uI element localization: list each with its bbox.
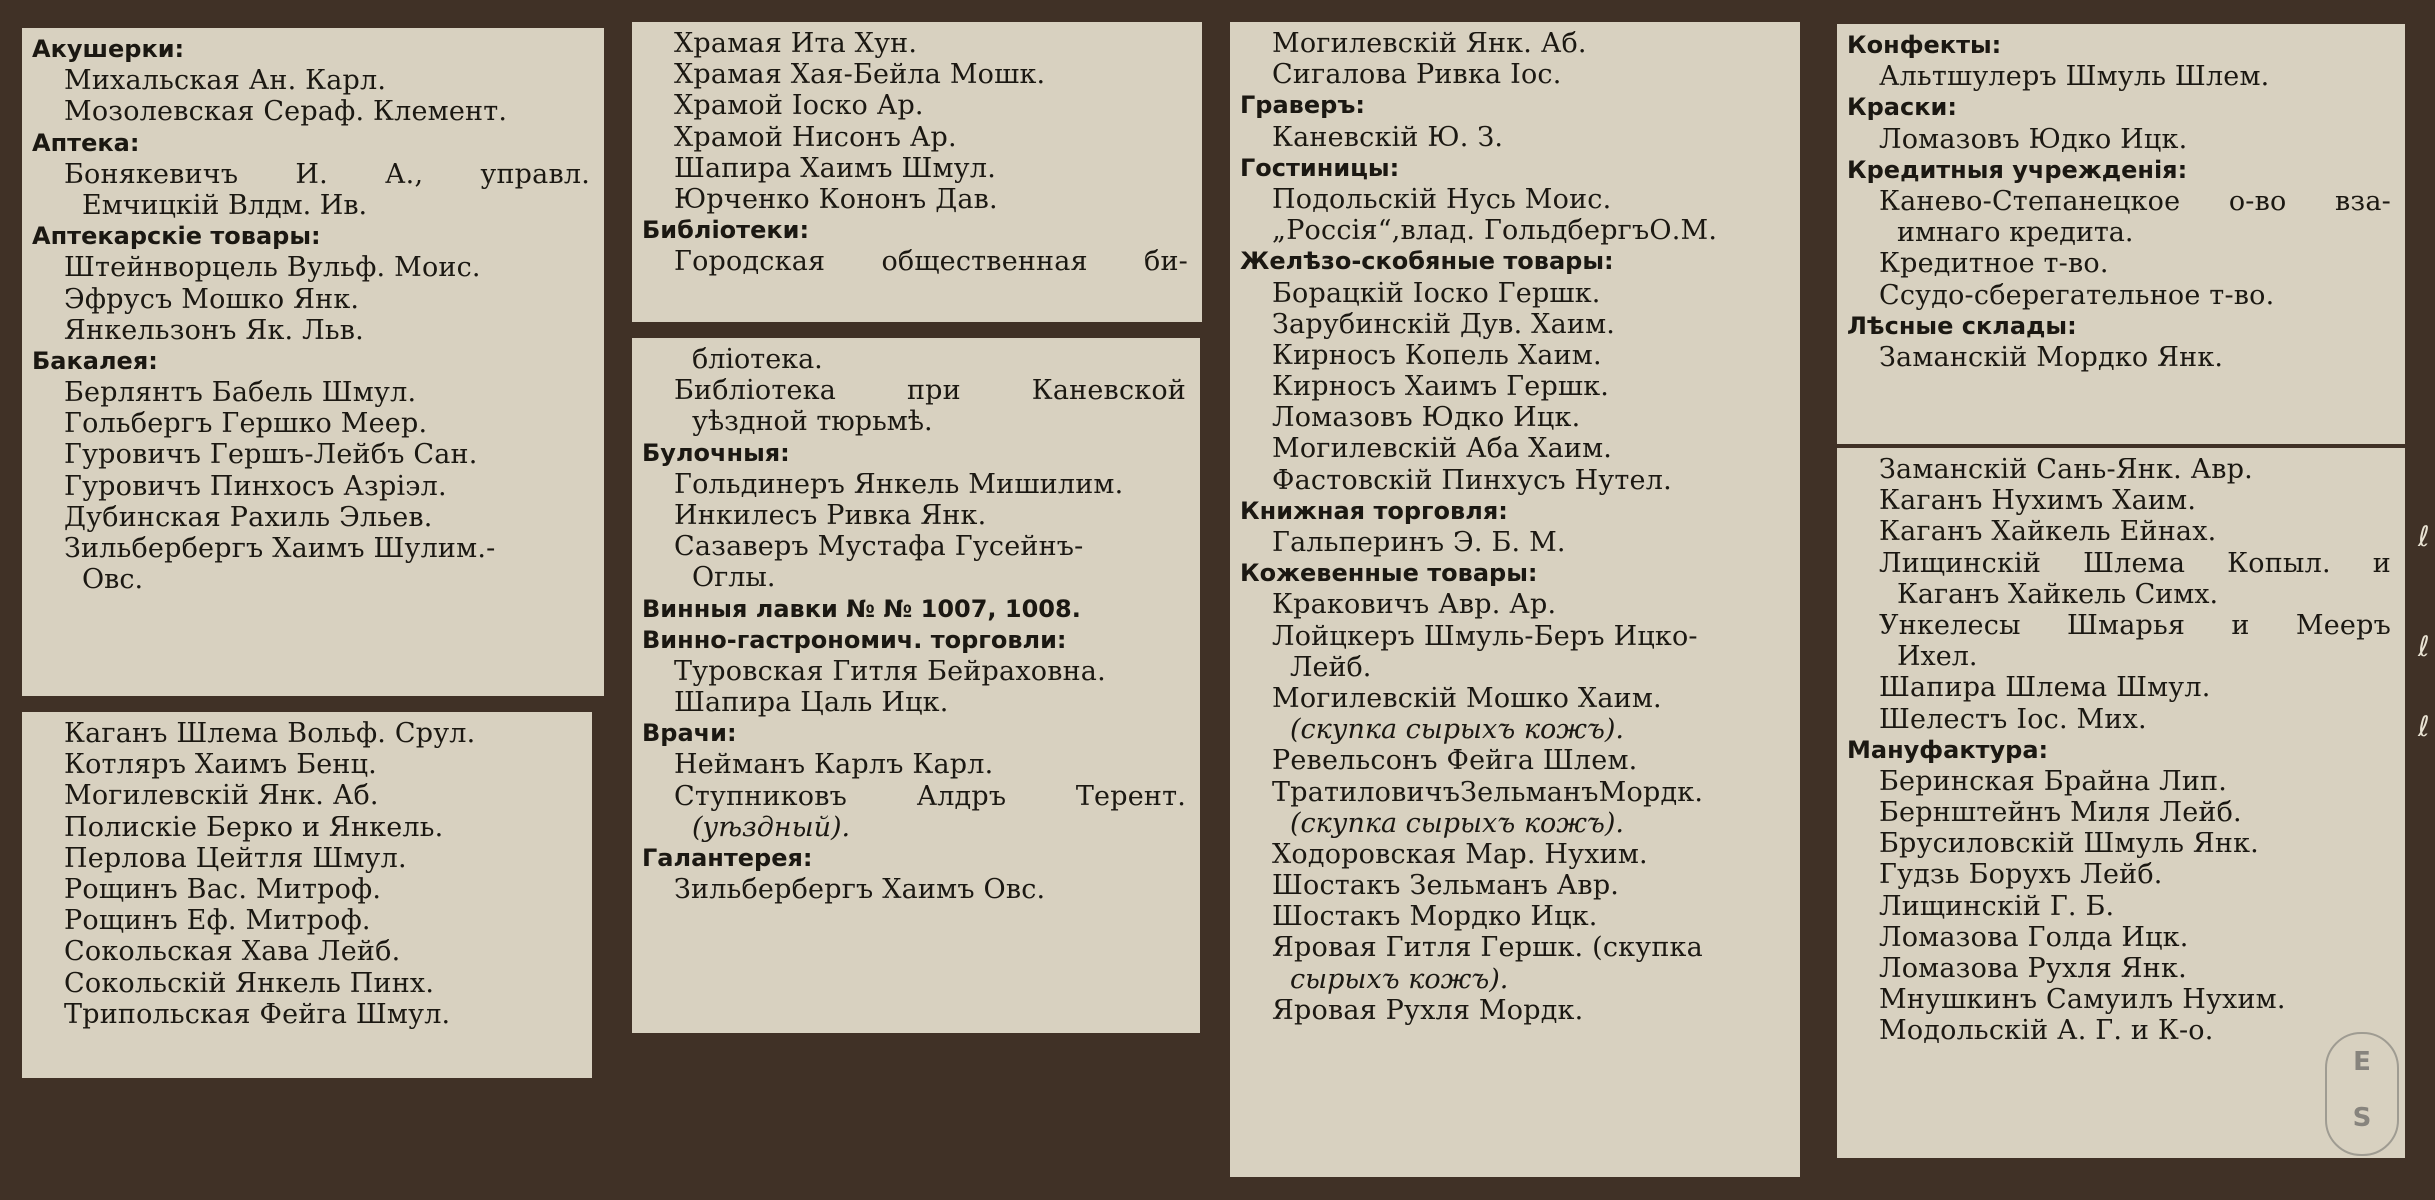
entry-word: Городская (674, 246, 826, 278)
directory-entry (1837, 186, 2405, 217)
directory-entry: Шостакъ Мордко Ицк. (1272, 901, 1598, 933)
directory-entry: Гольбергъ Гершко Меер. (64, 408, 428, 440)
directory-entry: Яровая Рухля Мордк. (1272, 994, 1584, 1026)
entry-continuation: (уѣздный). (692, 811, 851, 843)
directory-entry: Гольдинеръ Янкель Мишилим. (674, 468, 1124, 500)
directory-entry: Сокольскій Янкель Пинх. (64, 967, 435, 999)
entry-continuation: Емчицкій Влдм. Ив. (82, 189, 368, 221)
directory-entry: Каганъ Хайкель Ейнах. (1879, 516, 2217, 548)
category-heading: Булочныя: (642, 438, 790, 467)
directory-entry: Инкилесъ Ривка Янк. (674, 499, 987, 531)
directory-entry: Шапира Цаль Ицк. (674, 687, 949, 719)
directory-entry (1837, 610, 2405, 641)
directory-entry: Борацкій Іоско Гершк. (1272, 277, 1601, 309)
clipping-col1-bottom (22, 712, 592, 1078)
directory-entry: Нейманъ Карлъ Карл. (674, 749, 994, 781)
entry-continuation: (скупка сырыхъ кожъ). (1290, 807, 1625, 839)
category-heading: Библіотеки: (642, 216, 810, 245)
directory-entry: Храмая Ита Хун. (674, 28, 918, 59)
directory-entry: Шапира Хаимъ Шмул. (674, 152, 996, 184)
directory-entry: Котляръ Хаимъ Бенц. (64, 749, 377, 781)
directory-entry: Каневскій Ю. З. (1272, 121, 1504, 153)
entry-word: управл. (480, 158, 590, 190)
category-heading: Аптека: (32, 128, 140, 157)
edge-mark: ℓ (2418, 520, 2430, 553)
category-heading: Лѣсные склады: (1847, 311, 2077, 340)
directory-entry: Храмой Нисонъ Ар. (674, 121, 957, 153)
directory-entry: Яровая Гитля Гершк. (скупка (1272, 932, 1703, 964)
entry-word: би- (1144, 246, 1188, 278)
entry-word: и (2231, 609, 2250, 641)
clipping-col4-bottom (1837, 448, 2405, 1158)
directory-entry: Подольскій Нусь Моис. (1272, 183, 1612, 215)
category-heading: Винно-гастрономич. торговли: (642, 625, 1067, 654)
edge-mark: ℓ (2418, 630, 2430, 663)
directory-entry (632, 246, 1202, 277)
directory-entry: Храмая Хая-Бейла Мошк. (674, 59, 1046, 91)
directory-entry: Юрченко Кононъ Дав. (674, 183, 998, 215)
directory-entry: Каганъ Шлема Вольф. Срул. (64, 718, 476, 749)
directory-entry: Сокольская Хава Лейб. (64, 936, 401, 968)
directory-entry: Ломазовъ Юдко Ицк. (1272, 402, 1581, 434)
entry-continuation: уѣздной тюрьмѣ. (692, 406, 933, 438)
category-heading: Гостиницы: (1240, 153, 1400, 182)
category-heading: Аптекарскіе товары: (32, 222, 321, 251)
category-heading: Кожевенные товары: (1240, 559, 1538, 588)
category-heading: Врачи: (642, 719, 737, 748)
directory-entry: Краковичъ Авр. Ар. (1272, 589, 1557, 621)
stamp-letter: S (2352, 1103, 2372, 1133)
category-heading: Желѣзо-скобяные товары: (1240, 247, 1614, 276)
directory-entry: Шапира Шлема Шмул. (1879, 672, 2211, 704)
entry-word: при (906, 375, 961, 407)
category-heading: Бакалея: (32, 346, 158, 375)
directory-entry: Заманскій Сань-Янк. Авр. (1879, 454, 2253, 485)
directory-entry: Ломазова Голда Ицк. (1879, 921, 2189, 953)
library-stamp-icon (2325, 1032, 2399, 1156)
entry-word: Каневской (1031, 375, 1186, 407)
directory-entry: Бернштейнъ Миля Лейб. (1879, 797, 2242, 829)
entry-word: Библіотека (674, 375, 837, 407)
entry-continuation: сырыхъ кожъ). (1290, 963, 1509, 995)
entry-word: Ункелесы (1879, 609, 2021, 641)
directory-entry: Янкельзонъ Як. Льв. (64, 314, 364, 346)
directory-entry: Кирносъ Копель Хаим. (1272, 339, 1602, 371)
stamp-letter: E (2353, 1047, 2371, 1077)
category-heading: Акушерки: (32, 35, 185, 63)
category-heading: Конфекты: (1847, 31, 2002, 59)
directory-entry: Кредитное т-во. (1879, 248, 2109, 280)
entry-word: Канево-Степанецкое (1879, 185, 2181, 217)
edge-mark: ℓ (2418, 710, 2430, 743)
directory-entry: Зильбербергъ Хаимъ Овс. (674, 874, 1046, 906)
directory-entry: Трипольская Фейга Шмул. (64, 998, 451, 1030)
directory-entry: Гуровичъ Пинхосъ Азріэл. (64, 470, 447, 502)
directory-entry: Гуровичъ Гершъ-Лейбъ Сан. (64, 439, 478, 471)
directory-entry: Брусиловскій Шмуль Янк. (1879, 828, 2259, 860)
directory-entry (632, 375, 1200, 406)
directory-entry: Лойцкеръ Шмуль-Беръ Ицко- (1272, 620, 1698, 652)
category-heading: Книжная торговля: (1240, 496, 1508, 525)
directory-entry: Эфрусъ Мошко Янк. (64, 283, 360, 315)
entry-word: Лищинскій (1879, 547, 2042, 579)
directory-entry: Шелестъ Іос. Мих. (1879, 703, 2147, 735)
directory-entry: Могилевскій Мошко Хаим. (1272, 682, 1662, 714)
directory-entry: Ходоровская Мар. Нухим. (1272, 838, 1648, 870)
directory-entry: Ссудо-сберегательное т-во. (1879, 279, 2275, 311)
entry-word: и (2372, 547, 2391, 579)
entry-continuation: бліотека. (692, 344, 823, 375)
entry-continuation: Овс. (82, 564, 144, 596)
entry-word: Терент. (1075, 780, 1186, 812)
directory-entry: Заманскій Мордко Янк. (1879, 341, 2224, 373)
entry-word: о-во (2228, 185, 2287, 217)
directory-entry: Могилевскій Янк. Аб. (1272, 28, 1587, 59)
directory-entry: Рощинъ Вас. Митроф. (64, 873, 382, 905)
entry-word: Шмарья (2066, 609, 2186, 641)
directory-entry: Ломазовъ Юдко Ицк. (1879, 123, 2188, 155)
directory-entry: Гудзь Борухъ Лейб. (1879, 859, 2163, 891)
entry-continuation: Ихел. (1897, 641, 1978, 673)
directory-entry: Мнушкинъ Самуилъ Нухим. (1879, 984, 2286, 1016)
directory-entry: Мозолевская Сераф. Клемент. (64, 96, 508, 128)
directory-entry: Альтшулеръ Шмуль Шлем. (1879, 61, 2270, 93)
directory-entry: Ломазова Рухля Янк. (1879, 953, 2187, 984)
directory-entry: Штейнворцель Вульф. Моис. (64, 252, 481, 284)
directory-entry: Гальперинъ Э. Б. М. (1272, 527, 1566, 558)
directory-entry: Перлова Цейтля Шмул. (64, 842, 407, 874)
directory-entry: Кирносъ Хаимъ Гершк. (1272, 371, 1610, 403)
directory-entry: Зильбербергъ Хаимъ Шулим.- (64, 533, 496, 564)
directory-entry (632, 781, 1200, 812)
entry-word: общественная (881, 246, 1088, 278)
category-heading: Кредитныя учрежденія: (1847, 155, 2188, 184)
category-heading: Галантерея: (642, 844, 813, 872)
entry-continuation: Каганъ Хайкель Симх. (1897, 578, 2219, 610)
directory-entry: Модольскій А. Г. и К-о. (1879, 1015, 2214, 1047)
directory-entry: Михальская Ан. Карл. (64, 65, 387, 97)
directory-entry: Храмой Іоско Ар. (674, 90, 924, 122)
clipping-col2-top (632, 22, 1202, 322)
directory-entry: Сигалова Ривка Іос. (1272, 59, 1562, 91)
directory-entry: Лищинскій Г. Б. (1879, 890, 2115, 922)
directory-entry: Полискіе Берко и Янкель. (64, 811, 444, 843)
directory-entry: Дубинская Рахиль Эльев. (64, 501, 433, 533)
entry-word: Мееръ (2295, 609, 2391, 641)
clipping-col2-bottom (632, 338, 1200, 1033)
clipping-col1-top (22, 28, 604, 696)
category-heading: Краски: (1847, 93, 1957, 122)
directory-entry: Фастовскій Пинхусъ Нутел. (1272, 464, 1672, 496)
directory-entry: Беринская Брайна Лип. (1879, 765, 2228, 797)
clipping-col3 (1230, 22, 1800, 1177)
directory-entry: Ревельсонъ Фейга Шлем. (1272, 745, 1638, 777)
directory-entry: Зарубинскій Дув. Хаим. (1272, 308, 1616, 340)
category-heading: Винныя лавки № № 1007, 1008. (642, 594, 1081, 623)
entry-word: Шлема (2083, 547, 2186, 579)
entry-word: И. (295, 158, 328, 190)
directory-entry: Туровская Гитля Бейраховна. (674, 655, 1106, 687)
directory-entry: ТратиловичъЗельманъМордк. (1272, 776, 1704, 808)
entry-continuation: Оглы. (692, 562, 776, 594)
directory-entry: Могилевскій Янк. Аб. (64, 780, 379, 812)
directory-entry (1837, 548, 2405, 579)
directory-entry: Могилевскій Аба Хаим. (1272, 433, 1613, 465)
directory-entry: Рощинъ Еф. Митроф. (64, 905, 371, 937)
directory-entry: Шостакъ Зельманъ Авр. (1272, 870, 1620, 902)
directory-entry: Сазаверъ Мустафа Гусейнъ- (674, 531, 1084, 563)
entry-word: Ступниковъ (674, 780, 847, 812)
category-heading: Граверъ: (1240, 91, 1365, 120)
directory-entry: „Россія“,влад. ГольдбергъО.М. (1272, 215, 1718, 247)
category-heading: Мануфактура: (1847, 735, 2049, 764)
directory-entry: Каганъ Нухимъ Хаим. (1879, 485, 2197, 517)
entry-word: Копыл. (2227, 547, 2331, 579)
directory-entry: Берлянтъ Бабель Шмул. (64, 377, 417, 409)
clipping-col4-top (1837, 24, 2405, 444)
entry-word: вза- (2335, 185, 2391, 217)
entry-word: Бонякевичъ (64, 158, 239, 190)
directory-entry (22, 159, 604, 190)
entry-continuation: Лейб. (1290, 651, 1372, 683)
entry-word: А., (385, 158, 424, 190)
entry-continuation: (скупка сырыхъ кожъ). (1290, 714, 1625, 746)
entry-continuation: имнаго кредита. (1897, 217, 2134, 249)
entry-word: Алдръ (916, 780, 1007, 812)
